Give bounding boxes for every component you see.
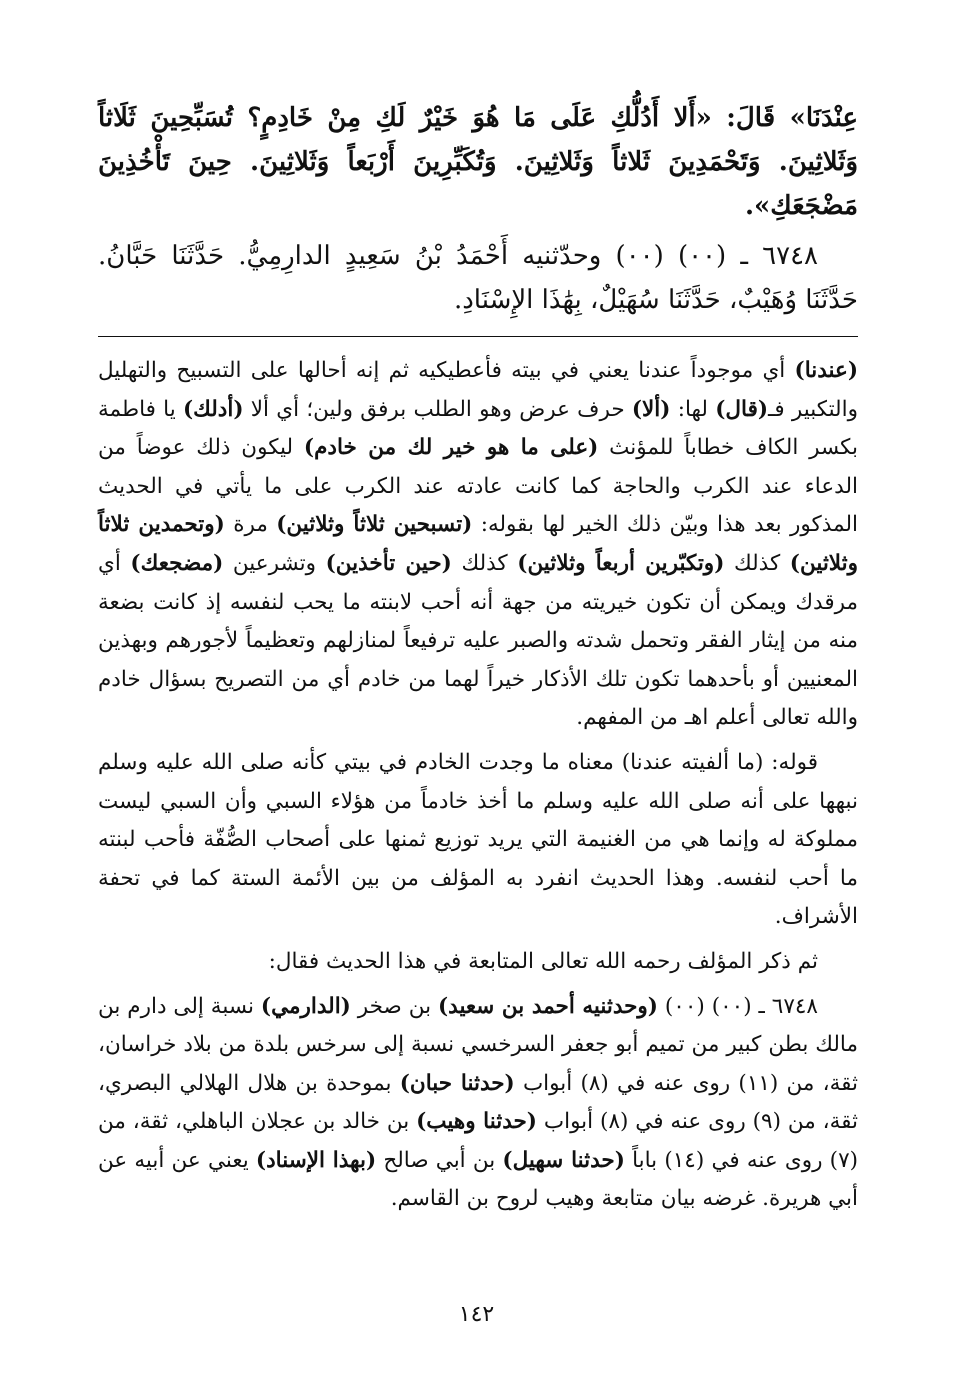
- quoted-hadith-term: (مضجعك): [130, 550, 224, 576]
- page-number: ١٤٢: [458, 1302, 495, 1327]
- quoted-hadith-term: (حين تأخذين): [325, 550, 452, 576]
- commentary-text: يا فاطمة بكسر الكاف خطاباً للمؤنث: [98, 396, 859, 461]
- commentary-paragraph-1: [98, 352, 858, 738]
- quoted-hadith-term: (بهذا الإسناد): [255, 1147, 377, 1173]
- quoted-hadith-term: (وحدثنيه أحمد بن سعيد): [437, 993, 658, 1019]
- commentary-block: [98, 352, 858, 1225]
- commentary-text: ليكون ذلك عوضاً من الدعاء عند الكرب والحاجة كما كانت عادته عند الكرب على ما يأتي في الحديث المذكور بعد هذا وبيّن ذلك الخير لها بقوله:: [98, 435, 858, 538]
- commentary-paragraph-2: قوله: (ما ألفيته عندنا) معناه ما وجدت الخادم في بيتي كأنه صلى الله عليه وسلم نبهها على أنه صلى الله عليه وسلم ما أخذ خادماً من هؤلاء السبي وأن السبي ليست مملوكة له وإنما هي من الغنيمة التي يريد توزيع ثمنها على أصحاب الصُّفّة فأحب لبنته ما أحب لنفسه. وهذا الحديث انفرد به المؤلف من بين الأئمة الستة كما في تحفة الأشراف.: [98, 749, 858, 930]
- commentary-text: بن خالد بن عجلان الباهلي، ثقة، من (٧) روى عنه في (١٤) باباً: [98, 1109, 859, 1173]
- commentary-text: ٦٧٤٨ ـ (٠٠) (٠٠): [657, 993, 818, 1019]
- quoted-hadith-term: (على ما هو خير لك من خادم): [303, 435, 599, 461]
- hadith-text-block: [98, 96, 858, 328]
- quoted-hadith-term: (حدثنا وهيب): [416, 1109, 537, 1135]
- commentary-text: مرة: [224, 512, 277, 538]
- hadith-matn: عِنْدَنَا» قَالَ: «أَلا أَدُلُّكِ عَلَى مَا هُوَ خَيْرٌ لَكِ مِنْ خَادِمٍ؟ تُسَبِّحِينَ ثَلَاثاً وَثَلاثِينَ. وَتَحْمَدِينَ ثَلاثاً وَثَلاثِينَ. وَتُكَبِّرِينَ أَرْبَعاً وَثَلاثِينَ. حِينَ تَأْخُذِينَ مَضْجَعَكِ».: [98, 103, 858, 221]
- quoted-hadith-term: (ألا): [631, 396, 671, 422]
- quoted-hadith-term: (قال): [715, 396, 769, 422]
- quoted-hadith-term: (وتكبّرين أربعاً وثلاثين): [517, 550, 725, 576]
- commentary-text: يعني عن أبيه عن أبي هريرة. غرضه بيان متابعة وهيب لروح بن القاسم.: [98, 1147, 858, 1212]
- commentary-text: كذلك: [724, 550, 790, 576]
- commentary-text: نسبة إلى دارم بن مالك بطن كبير من تميم أبو جعفر السرخسي نسبة إلى سرخس بلدة من بلاد خراسان، ثقة، من (١١) روى عنه في (٨) أبواب: [98, 993, 859, 1096]
- commentary-text: حرف عرض وهو الطلب برفق ولين؛ أي ألا: [243, 396, 632, 422]
- commentary-text: أي مرقدك ويمكن أن تكون خيريته من جهة أنه أحب لابنته ما يحب لنفسه إذ كانت بضعة منه من إيثار الفقر وتحمل شدته والصبر عليه ترفيعاً لمنازلهم وتعظيماً لأجورهم وبهذين المعنيين أو بأحدهما تكون تلك الأذكار خيراً لهما من خادم أي من التصريح بسؤال خادم والله تعالى أعلم اهـ من المفهم.: [98, 550, 858, 731]
- commentary-paragraph-3: ثم ذكر المؤلف رحمه الله تعالى المتابعة في هذا الحديث فقال:: [268, 948, 818, 974]
- commentary-text: كذلك: [451, 550, 518, 576]
- quoted-hadith-term: (حدثنا سهيل): [502, 1147, 625, 1173]
- commentary-text: أي موجوداً عندنا يعني في بيته فأعطيكيه ثم إنه أحالها على التسبيح والتهليل والتكبير فـ: [98, 358, 858, 422]
- commentary-text: بن أبي صالح: [376, 1147, 503, 1173]
- quoted-hadith-term: (أدلك): [182, 396, 244, 422]
- commentary-text: وتشرعين: [223, 550, 326, 576]
- quoted-hadith-term: (وتحمدين ثلاثاً وثلاثين): [98, 512, 859, 576]
- commentary-text: لها:: [670, 396, 716, 422]
- commentary-text: بموحدة بن هلال الهلالي البصري، ثقة، من (٩) روى عنه في (٨) أبواب: [98, 1070, 858, 1135]
- quoted-hadith-term: (تسبحين ثلاثاً وثلاثين): [276, 512, 473, 538]
- hadith-isnad: ٦٧٤٨ ـ (٠٠) (٠٠) وحدّثنيه أَحْمَدُ بْنُ سَعِيدٍ الدارِمِيُّ. حَدَّثَنَا حَبَّانُ. حَدَّثَنَا وُهَيْبٌ، حَدَّثَنَا سُهَيْلٌ، بِهَٰذَا الإِسْنَادِ.: [98, 241, 858, 315]
- quoted-hadith-term: (الدارمي): [260, 993, 351, 1019]
- commentary-paragraph-4: [98, 988, 858, 1220]
- footnote-divider: [98, 336, 858, 337]
- quoted-hadith-term: (حدثنا حبان): [399, 1070, 515, 1096]
- commentary-text: بن صخر: [350, 993, 438, 1019]
- quoted-hadith-term: (عندنا): [794, 358, 858, 383]
